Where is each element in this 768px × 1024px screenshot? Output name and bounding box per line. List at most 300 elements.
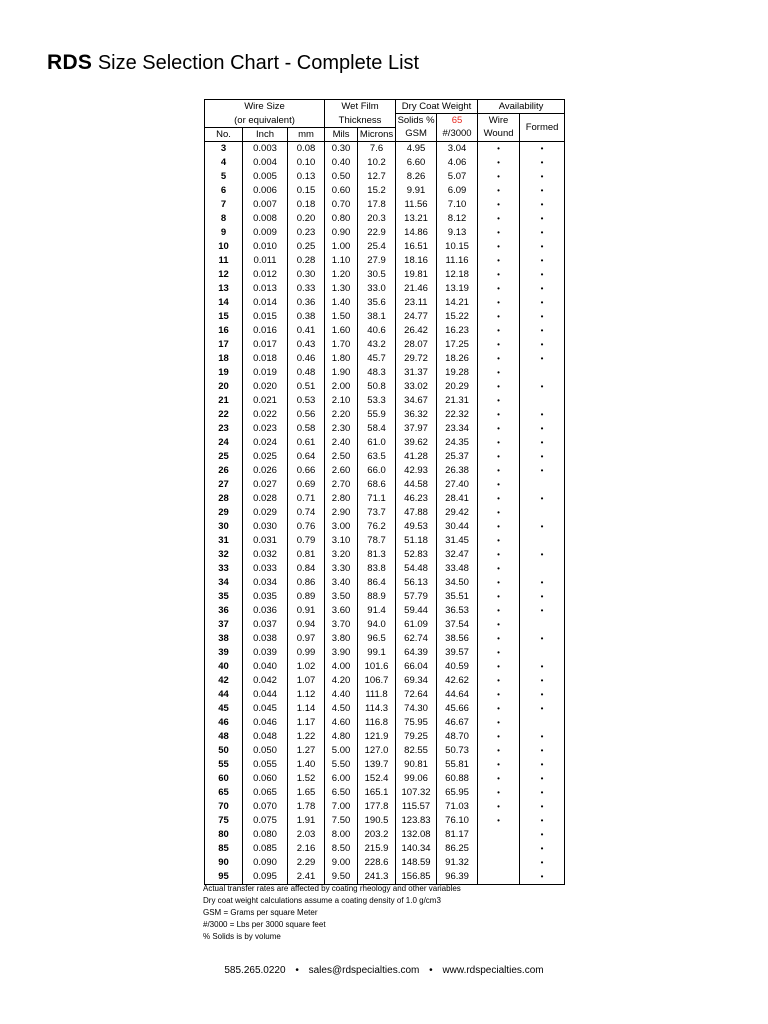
cell-no: 32 <box>205 548 243 562</box>
cell-wire-wound <box>478 240 520 254</box>
availability-bullet-icon: • <box>497 241 500 251</box>
cell-no: 16 <box>205 324 243 338</box>
cell-wire-wound <box>478 814 520 828</box>
cell-mm: 0.38 <box>288 310 325 324</box>
cell-lbs-per-3000: 5.07 <box>437 170 478 184</box>
availability-bullet-icon: • <box>497 465 500 475</box>
cell-microns: 101.6 <box>358 660 396 674</box>
cell-inch: 0.026 <box>243 464 288 478</box>
cell-mm: 0.99 <box>288 646 325 660</box>
cell-lbs-per-3000: 10.15 <box>437 240 478 254</box>
availability-bullet-icon: • <box>497 605 500 615</box>
header-availability: Availability <box>478 100 565 114</box>
cell-inch: 0.016 <box>243 324 288 338</box>
cell-wire-wound <box>478 520 520 534</box>
cell-gsm: 156.85 <box>396 870 437 885</box>
cell-lbs-per-3000: 17.25 <box>437 338 478 352</box>
cell-inch: 0.020 <box>243 380 288 394</box>
cell-mils: 3.70 <box>325 618 358 632</box>
cell-microns: 40.6 <box>358 324 396 338</box>
cell-inch: 0.034 <box>243 576 288 590</box>
cell-wire-wound <box>478 324 520 338</box>
table-row <box>205 310 565 324</box>
table-body <box>205 141 565 884</box>
cell-no: 17 <box>205 338 243 352</box>
cell-mm: 1.91 <box>288 814 325 828</box>
table-row <box>205 436 565 450</box>
header-solids-label: Solids % <box>396 114 437 128</box>
cell-mils: 4.40 <box>325 688 358 702</box>
cell-inch: 0.085 <box>243 842 288 856</box>
availability-bullet-icon: • <box>540 857 544 867</box>
cell-gsm: 74.30 <box>396 702 437 716</box>
cell-inch: 0.024 <box>243 436 288 450</box>
cell-no: 70 <box>205 800 243 814</box>
cell-mils: 1.60 <box>325 324 358 338</box>
cell-wire-wound <box>478 730 520 744</box>
website-url: www.rdspecialties.com <box>442 965 544 976</box>
cell-no: 5 <box>205 170 243 184</box>
header-formed: Formed <box>520 114 565 142</box>
cell-mils: 3.20 <box>325 548 358 562</box>
header-microns: Microns <box>358 127 396 141</box>
cell-gsm: 132.08 <box>396 828 437 842</box>
cell-lbs-per-3000: 23.34 <box>437 422 478 436</box>
cell-mm: 0.20 <box>288 212 325 226</box>
cell-mils: 6.50 <box>325 786 358 800</box>
cell-mm: 1.12 <box>288 688 325 702</box>
availability-bullet-icon: • <box>497 563 500 573</box>
availability-bullet-icon: • <box>497 535 500 545</box>
cell-inch: 0.018 <box>243 352 288 366</box>
cell-microns: 106.7 <box>358 674 396 688</box>
cell-lbs-per-3000: 4.06 <box>437 156 478 170</box>
cell-gsm: 64.39 <box>396 646 437 660</box>
cell-no: 28 <box>205 492 243 506</box>
availability-bullet-icon: • <box>540 787 544 797</box>
cell-mm: 1.78 <box>288 800 325 814</box>
table-row <box>205 618 565 632</box>
cell-mm: 1.27 <box>288 744 325 758</box>
cell-wire-wound <box>478 800 520 814</box>
cell-formed <box>520 282 565 296</box>
cell-inch: 0.029 <box>243 506 288 520</box>
cell-mm: 1.40 <box>288 758 325 772</box>
table-row <box>205 744 565 758</box>
cell-no: 9 <box>205 226 243 240</box>
cell-inch: 0.045 <box>243 702 288 716</box>
cell-mm: 0.64 <box>288 450 325 464</box>
cell-inch: 0.007 <box>243 198 288 212</box>
cell-wire-wound <box>478 478 520 492</box>
cell-microns: 81.3 <box>358 548 396 562</box>
cell-no: 4 <box>205 156 243 170</box>
cell-lbs-per-3000: 45.66 <box>437 702 478 716</box>
cell-mils: 2.80 <box>325 492 358 506</box>
cell-no: 85 <box>205 842 243 856</box>
cell-formed <box>520 254 565 268</box>
cell-no: 31 <box>205 534 243 548</box>
cell-microns: 53.3 <box>358 394 396 408</box>
cell-microns: 30.5 <box>358 268 396 282</box>
cell-formed <box>520 576 565 590</box>
cell-mm: 0.28 <box>288 254 325 268</box>
cell-mm: 1.02 <box>288 660 325 674</box>
cell-gsm: 61.09 <box>396 618 437 632</box>
availability-bullet-icon: • <box>540 423 544 433</box>
cell-gsm: 47.88 <box>396 506 437 520</box>
table-row <box>205 268 565 282</box>
email-address: sales@rdspecialties.com <box>308 965 420 976</box>
availability-bullet-icon: • <box>497 423 500 433</box>
cell-mils: 2.30 <box>325 422 358 436</box>
table-row <box>205 772 565 786</box>
cell-inch: 0.017 <box>243 338 288 352</box>
cell-mils: 2.40 <box>325 436 358 450</box>
cell-inch: 0.006 <box>243 184 288 198</box>
cell-no: 3 <box>205 141 243 156</box>
cell-gsm: 54.48 <box>396 562 437 576</box>
cell-mm: 0.23 <box>288 226 325 240</box>
cell-no: 27 <box>205 478 243 492</box>
cell-gsm: 51.18 <box>396 534 437 548</box>
cell-formed <box>520 646 565 660</box>
availability-bullet-icon: • <box>497 759 500 769</box>
cell-gsm: 6.60 <box>396 156 437 170</box>
footnote: GSM = Grams per square Meter <box>203 908 318 917</box>
availability-bullet-icon: • <box>497 269 500 279</box>
cell-lbs-per-3000: 7.10 <box>437 198 478 212</box>
table-row <box>205 870 565 885</box>
cell-mils: 3.10 <box>325 534 358 548</box>
cell-mm: 1.17 <box>288 716 325 730</box>
cell-lbs-per-3000: 15.22 <box>437 310 478 324</box>
cell-lbs-per-3000: 14.21 <box>437 296 478 310</box>
cell-lbs-per-3000: 46.67 <box>437 716 478 730</box>
availability-bullet-icon: • <box>540 815 544 825</box>
cell-formed <box>520 562 565 576</box>
cell-gsm: 21.46 <box>396 282 437 296</box>
availability-bullet-icon: • <box>497 745 500 755</box>
cell-gsm: 82.55 <box>396 744 437 758</box>
cell-mils: 3.90 <box>325 646 358 660</box>
cell-lbs-per-3000: 44.64 <box>437 688 478 702</box>
cell-inch: 0.044 <box>243 688 288 702</box>
table-row <box>205 296 565 310</box>
cell-mils: 2.10 <box>325 394 358 408</box>
cell-microns: 43.2 <box>358 338 396 352</box>
cell-no: 10 <box>205 240 243 254</box>
availability-bullet-icon: • <box>540 829 544 839</box>
cell-wire-wound <box>478 702 520 716</box>
availability-bullet-icon: • <box>497 717 500 727</box>
cell-wire-wound <box>478 464 520 478</box>
cell-microns: 45.7 <box>358 352 396 366</box>
cell-mils: 8.00 <box>325 828 358 842</box>
cell-wire-wound <box>478 141 520 156</box>
availability-bullet-icon: • <box>540 801 544 811</box>
cell-lbs-per-3000: 35.51 <box>437 590 478 604</box>
cell-gsm: 79.25 <box>396 730 437 744</box>
cell-lbs-per-3000: 22.32 <box>437 408 478 422</box>
availability-bullet-icon: • <box>540 353 544 363</box>
availability-bullet-icon: • <box>497 409 500 419</box>
cell-lbs-per-3000: 6.09 <box>437 184 478 198</box>
cell-mm: 0.91 <box>288 604 325 618</box>
availability-bullet-icon: • <box>540 297 544 307</box>
header-mils: Mils <box>325 127 358 141</box>
cell-formed <box>520 450 565 464</box>
cell-lbs-per-3000: 48.70 <box>437 730 478 744</box>
cell-inch: 0.070 <box>243 800 288 814</box>
cell-gsm: 18.16 <box>396 254 437 268</box>
size-selection-table <box>204 99 565 885</box>
cell-inch: 0.036 <box>243 604 288 618</box>
cell-wire-wound <box>478 828 520 842</box>
cell-wire-wound <box>478 436 520 450</box>
cell-formed <box>520 141 565 156</box>
cell-gsm: 36.32 <box>396 408 437 422</box>
cell-wire-wound <box>478 758 520 772</box>
cell-lbs-per-3000: 30.44 <box>437 520 478 534</box>
cell-wire-wound <box>478 450 520 464</box>
table-row <box>205 478 565 492</box>
cell-inch: 0.009 <box>243 226 288 240</box>
cell-microns: 215.9 <box>358 842 396 856</box>
cell-wire-wound <box>478 786 520 800</box>
cell-mils: 3.80 <box>325 632 358 646</box>
availability-bullet-icon: • <box>497 311 500 321</box>
cell-gsm: 115.57 <box>396 800 437 814</box>
cell-mils: 6.00 <box>325 772 358 786</box>
cell-inch: 0.030 <box>243 520 288 534</box>
cell-gsm: 56.13 <box>396 576 437 590</box>
cell-formed <box>520 338 565 352</box>
availability-bullet-icon: • <box>540 227 544 237</box>
cell-lbs-per-3000: 29.42 <box>437 506 478 520</box>
availability-bullet-icon: • <box>497 703 500 713</box>
page-title <box>47 51 419 75</box>
cell-microns: 33.0 <box>358 282 396 296</box>
cell-no: 8 <box>205 212 243 226</box>
availability-bullet-icon: • <box>540 521 544 531</box>
cell-lbs-per-3000: 91.32 <box>437 856 478 870</box>
cell-mils: 5.00 <box>325 744 358 758</box>
cell-mils: 1.00 <box>325 240 358 254</box>
table-row <box>205 282 565 296</box>
cell-no: 20 <box>205 380 243 394</box>
table-row <box>205 352 565 366</box>
availability-bullet-icon: • <box>540 325 544 335</box>
table-row <box>205 730 565 744</box>
cell-mils: 1.80 <box>325 352 358 366</box>
availability-bullet-icon: • <box>497 451 500 461</box>
cell-wire-wound <box>478 856 520 870</box>
cell-mils: 3.40 <box>325 576 358 590</box>
cell-inch: 0.040 <box>243 660 288 674</box>
cell-microns: 66.0 <box>358 464 396 478</box>
cell-mils: 3.30 <box>325 562 358 576</box>
bullet-separator: • <box>295 965 299 976</box>
footnote: Actual transfer rates are affected by coating rheology and other variables <box>203 884 461 893</box>
cell-mm: 0.86 <box>288 576 325 590</box>
table-row <box>205 408 565 422</box>
cell-inch: 0.011 <box>243 254 288 268</box>
cell-microns: 73.7 <box>358 506 396 520</box>
availability-bullet-icon: • <box>497 171 500 181</box>
availability-bullet-icon: • <box>540 409 544 419</box>
availability-bullet-icon: • <box>497 619 500 629</box>
cell-gsm: 16.51 <box>396 240 437 254</box>
cell-wire-wound <box>478 156 520 170</box>
availability-bullet-icon: • <box>497 353 500 363</box>
cell-lbs-per-3000: 24.35 <box>437 436 478 450</box>
table-row <box>205 632 565 646</box>
cell-gsm: 123.83 <box>396 814 437 828</box>
cell-gsm: 19.81 <box>396 268 437 282</box>
cell-lbs-per-3000: 65.95 <box>437 786 478 800</box>
cell-wire-wound <box>478 226 520 240</box>
cell-mm: 0.71 <box>288 492 325 506</box>
cell-mm: 0.08 <box>288 141 325 156</box>
cell-mils: 2.50 <box>325 450 358 464</box>
cell-no: 90 <box>205 856 243 870</box>
cell-microns: 50.8 <box>358 380 396 394</box>
cell-no: 80 <box>205 828 243 842</box>
cell-inch: 0.003 <box>243 141 288 156</box>
cell-microns: 15.2 <box>358 184 396 198</box>
cell-wire-wound <box>478 548 520 562</box>
cell-wire-wound <box>478 688 520 702</box>
cell-mm: 0.56 <box>288 408 325 422</box>
availability-bullet-icon: • <box>497 661 500 671</box>
availability-bullet-icon: • <box>497 339 500 349</box>
cell-lbs-per-3000: 21.31 <box>437 394 478 408</box>
cell-lbs-per-3000: 42.62 <box>437 674 478 688</box>
cell-inch: 0.027 <box>243 478 288 492</box>
cell-wire-wound <box>478 506 520 520</box>
cell-wire-wound <box>478 660 520 674</box>
cell-inch: 0.038 <box>243 632 288 646</box>
availability-bullet-icon: • <box>540 871 544 881</box>
header-no: No. <box>205 127 243 141</box>
availability-bullet-icon: • <box>497 801 500 811</box>
cell-mils: 0.40 <box>325 156 358 170</box>
cell-wire-wound <box>478 254 520 268</box>
cell-mm: 0.94 <box>288 618 325 632</box>
availability-bullet-icon: • <box>497 549 500 559</box>
cell-lbs-per-3000: 9.13 <box>437 226 478 240</box>
cell-no: 60 <box>205 772 243 786</box>
cell-microns: 35.6 <box>358 296 396 310</box>
cell-formed <box>520 184 565 198</box>
availability-bullet-icon: • <box>497 437 500 447</box>
cell-mm: 2.29 <box>288 856 325 870</box>
header-lbs-per-3000: #/3000 <box>437 127 478 141</box>
availability-bullet-icon: • <box>540 843 544 853</box>
cell-inch: 0.080 <box>243 828 288 842</box>
cell-microns: 203.2 <box>358 828 396 842</box>
cell-no: 37 <box>205 618 243 632</box>
availability-bullet-icon: • <box>497 381 500 391</box>
cell-lbs-per-3000: 37.54 <box>437 618 478 632</box>
cell-no: 11 <box>205 254 243 268</box>
cell-no: 18 <box>205 352 243 366</box>
cell-wire-wound <box>478 492 520 506</box>
cell-inch: 0.060 <box>243 772 288 786</box>
cell-inch: 0.032 <box>243 548 288 562</box>
cell-no: 6 <box>205 184 243 198</box>
cell-mils: 1.90 <box>325 366 358 380</box>
cell-formed <box>520 856 565 870</box>
availability-bullet-icon: • <box>497 255 500 265</box>
cell-lbs-per-3000: 36.53 <box>437 604 478 618</box>
cell-mils: 0.60 <box>325 184 358 198</box>
table-row <box>205 506 565 520</box>
cell-mm: 0.30 <box>288 268 325 282</box>
cell-lbs-per-3000: 96.39 <box>437 870 478 885</box>
cell-gsm: 52.83 <box>396 548 437 562</box>
table-row <box>205 240 565 254</box>
cell-mm: 0.79 <box>288 534 325 548</box>
cell-gsm: 42.93 <box>396 464 437 478</box>
cell-mils: 9.50 <box>325 870 358 885</box>
cell-mils: 1.30 <box>325 282 358 296</box>
cell-formed <box>520 212 565 226</box>
cell-microns: 55.9 <box>358 408 396 422</box>
cell-microns: 27.9 <box>358 254 396 268</box>
cell-mils: 2.00 <box>325 380 358 394</box>
cell-mm: 0.89 <box>288 590 325 604</box>
table-row <box>205 254 565 268</box>
cell-microns: 86.4 <box>358 576 396 590</box>
table-row <box>205 198 565 212</box>
cell-wire-wound <box>478 618 520 632</box>
availability-bullet-icon: • <box>497 591 500 601</box>
cell-mils: 3.00 <box>325 520 358 534</box>
availability-bullet-icon: • <box>497 479 500 489</box>
cell-no: 26 <box>205 464 243 478</box>
table-row <box>205 170 565 184</box>
cell-formed <box>520 156 565 170</box>
cell-mils: 0.50 <box>325 170 358 184</box>
cell-microns: 152.4 <box>358 772 396 786</box>
bullet-separator: • <box>429 965 433 976</box>
header-wire: Wire <box>478 114 520 128</box>
availability-bullet-icon: • <box>540 731 544 741</box>
cell-lbs-per-3000: 81.17 <box>437 828 478 842</box>
cell-mm: 0.15 <box>288 184 325 198</box>
cell-lbs-per-3000: 19.28 <box>437 366 478 380</box>
table-row <box>205 324 565 338</box>
cell-no: 14 <box>205 296 243 310</box>
cell-microns: 99.1 <box>358 646 396 660</box>
cell-microns: 165.1 <box>358 786 396 800</box>
cell-lbs-per-3000: 31.45 <box>437 534 478 548</box>
cell-wire-wound <box>478 268 520 282</box>
cell-inch: 0.010 <box>243 240 288 254</box>
cell-gsm: 46.23 <box>396 492 437 506</box>
cell-wire-wound <box>478 296 520 310</box>
cell-gsm: 72.64 <box>396 688 437 702</box>
cell-mm: 0.81 <box>288 548 325 562</box>
cell-formed <box>520 520 565 534</box>
table-row <box>205 828 565 842</box>
cell-gsm: 44.58 <box>396 478 437 492</box>
table-row <box>205 141 565 156</box>
availability-bullet-icon: • <box>497 521 500 531</box>
cell-mm: 2.16 <box>288 842 325 856</box>
